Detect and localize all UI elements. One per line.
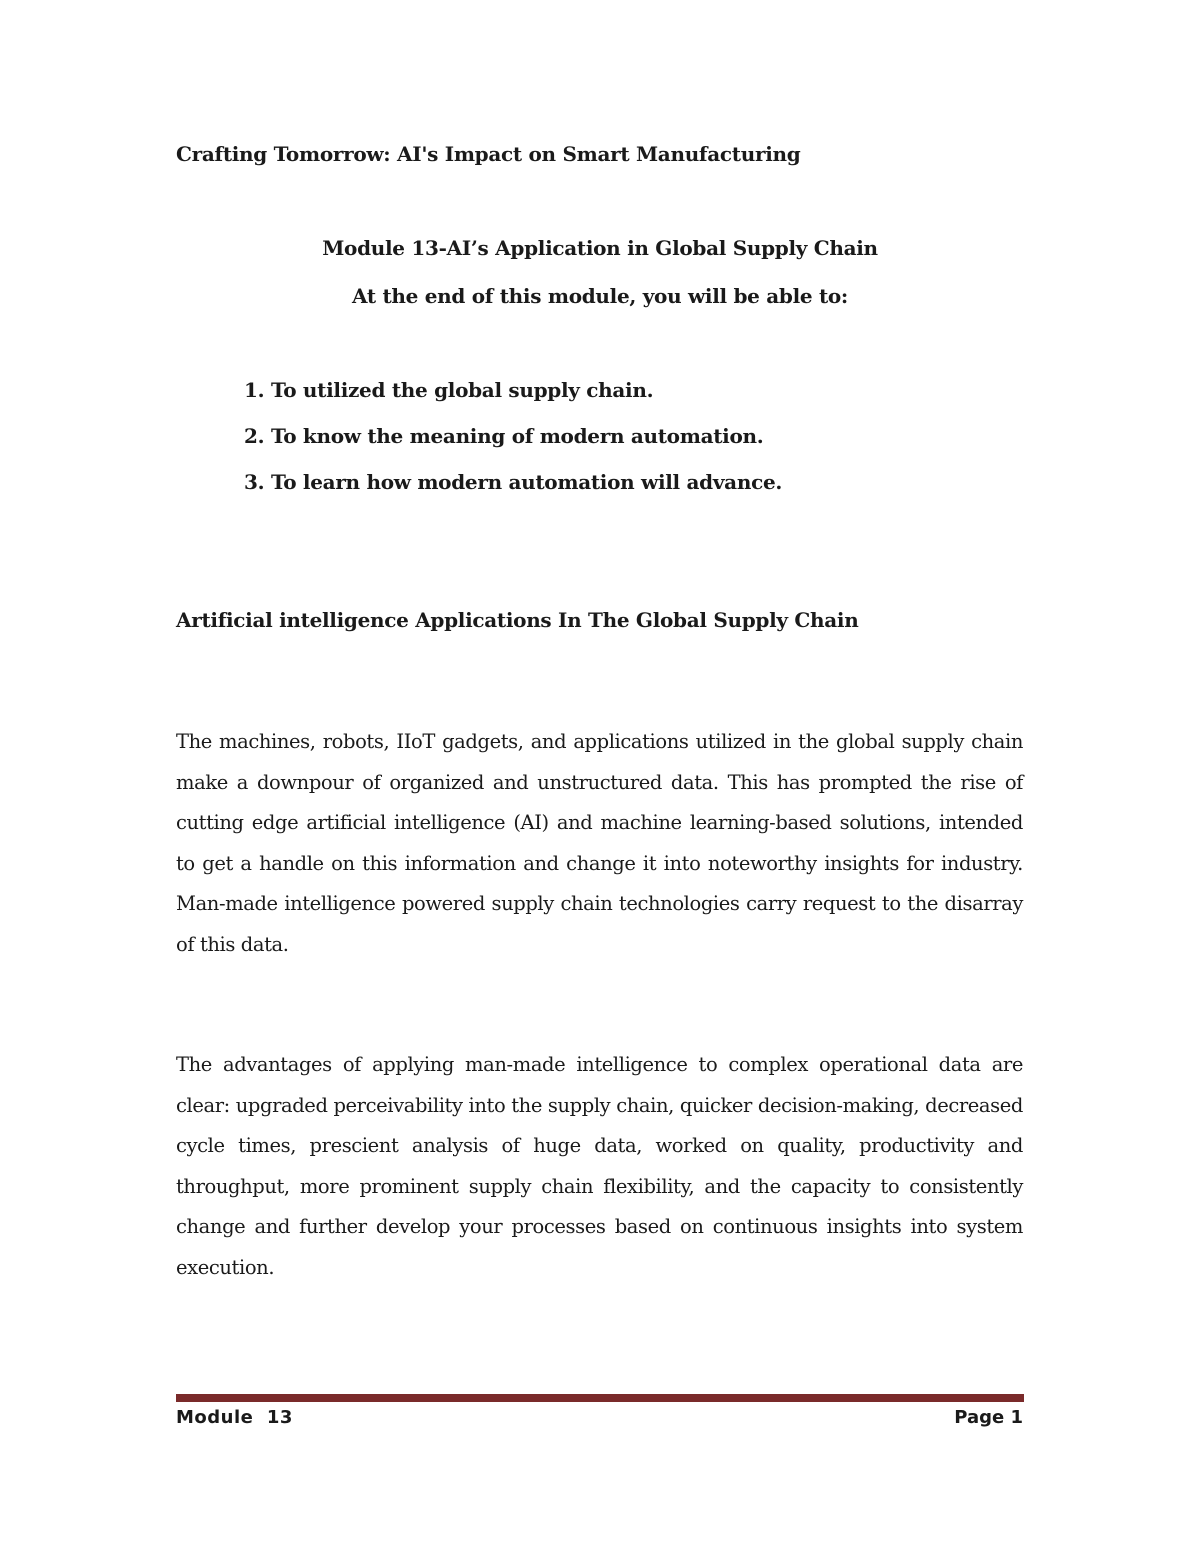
- body-paragraph: The machines, robots, IIoT gadgets, and applications utilized in the global supply chain make a downpour of organized and unstructured data. This has prompted the rise of cutting edge artificial intelligence (AI) and machine learning-based solutions, intended to get a handle on this information and change it into noteworthy insights for industry. Man-made intelligence powered supply chain technologies carry request to the disarray of this data.: [176, 730, 1023, 956]
- objectives-intro: At the end of this module, you will be able to:: [351, 284, 849, 308]
- document-title: Crafting Tomorrow: AI's Impact on Smart Manufacturing: [176, 142, 801, 166]
- footer-page-number: Page 1: [954, 1407, 1023, 1428]
- section-heading: Artificial intelligence Applications In The Global Supply Chain: [176, 608, 859, 632]
- module-title: Module 13-AI’s Application in Global Supply Chain: [322, 236, 878, 260]
- footer-module-label: Module 13: [176, 1407, 293, 1428]
- objective-item: 3. To learn how modern automation will advance.: [244, 470, 783, 494]
- objective-item: 2. To know the meaning of modern automation.: [244, 424, 764, 448]
- objectives-list: [244, 376, 782, 514]
- footer-rule: [176, 1394, 1024, 1402]
- objective-item: 1. To utilized the global supply chain.: [244, 378, 654, 402]
- body-paragraph: The advantages of applying man-made intelligence to complex operational data are clear: upgraded perceivability into the supply chain, quicker decision-making, decreased cycle times, prescient analysis of huge data, worked on quality, productivity and throughput, more prominent supply chain flexibility, and the capacity to consistently change and further develop your processes based on continuous insights into system execution.: [176, 1053, 1023, 1279]
